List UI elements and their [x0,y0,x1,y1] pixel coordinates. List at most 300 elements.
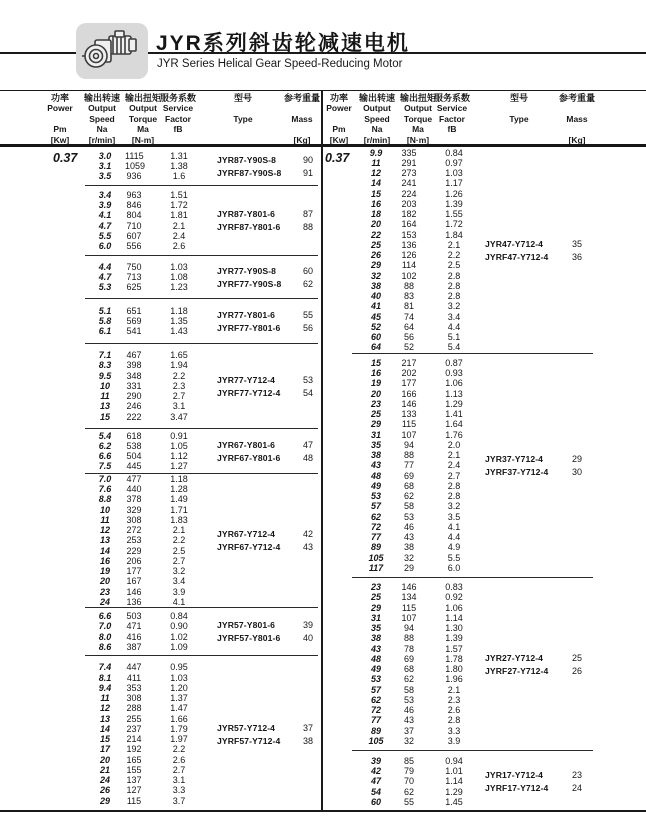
table-row [85,401,318,411]
factor-cell: 1.18 [170,305,188,316]
torque-cell: 127 [126,785,142,796]
speed-cell: 48 [370,470,381,481]
table-row [352,532,593,542]
header-line: Pm [53,124,67,135]
table-row [85,796,318,806]
speed-cell: 43 [370,460,381,471]
factor-cell: 1.20 [170,682,188,693]
speed-cell: 38 [370,280,381,291]
speed-cell: 15 [370,357,381,368]
table-top-border [0,90,646,91]
speed-cell: 9.4 [98,682,112,693]
torque-cell: 538 [126,440,142,451]
factor-cell: 3.7 [172,795,186,806]
speed-cell: 24 [99,596,110,607]
torque-cell: 29 [403,562,414,573]
type-mass-block [217,153,313,179]
torque-cell: 88 [403,280,414,291]
header-line: [Kw] [329,134,349,145]
factor-cell: 3.9 [172,586,186,597]
torque-cell: 146 [401,582,417,592]
speed-cell: 77 [370,715,381,726]
speed-cell: 43 [370,643,381,654]
torque-cell: 153 [401,229,417,240]
speed-cell: 3.9 [98,200,112,210]
mass-value: 62 [302,278,313,289]
factor-cell: 1.39 [445,633,463,644]
speed-cell: 29 [99,795,110,806]
factor-cell: 1.71 [170,504,188,515]
header-line: Type [509,113,529,124]
torque-cell: 177 [126,566,142,577]
speed-cell: 54 [370,786,381,797]
factor-cell: 1.80 [445,664,463,674]
factor-cell: 0.90 [170,621,188,632]
mass-value: 54 [302,387,313,398]
type-mass-block [217,264,313,290]
torque-cell: 167 [126,576,142,587]
header-line: Output [363,103,391,114]
factor-cell: 0.83 [445,582,463,592]
header-line: 功率 [50,93,69,103]
header-line: Factor [439,113,465,124]
table-row [352,178,593,188]
torque-cell: 467 [126,350,142,361]
speed-cell: 5.4 [98,430,112,441]
table-row [85,241,318,251]
speed-cell: 117 [368,562,384,573]
header-line: Mass [291,113,313,124]
table-row [352,430,593,440]
speed-cell: 7.1 [98,350,112,361]
type-mass-line [217,734,313,747]
mass-value: 91 [302,167,313,178]
factor-cell: 2.7 [172,764,186,775]
factor-cell: 1.49 [170,494,188,505]
header-line: Power [326,103,352,114]
factor-cell: 1.09 [170,641,188,652]
header-cell-factor [414,93,490,145]
torque-cell: 237 [126,723,142,734]
mass-value: 29 [571,454,582,464]
factor-cell: 2.7 [172,555,186,566]
speed-cell: 62 [370,694,381,705]
header-line [539,103,615,113]
type-mass-block [485,769,582,795]
torque-cell: 107 [401,429,417,440]
mass-value: 55 [302,309,313,320]
mass-value: 35 [571,238,582,249]
rating-group [85,147,318,185]
speed-cell: 25 [370,409,381,420]
logo-box [76,23,148,79]
factor-cell: 1.29 [445,786,463,797]
speed-cell: 12 [99,525,110,536]
speed-cell: 77 [370,532,381,543]
header-line: [Kg] [293,134,311,145]
speed-cell: 15 [99,411,110,422]
factor-cell: 1.41 [445,409,463,420]
torque-cell: 74 [403,311,414,322]
torque-cell: 85 [403,755,414,766]
speed-cell: 14 [370,178,381,189]
type-mass-block [485,651,582,677]
speed-cell: 4.1 [98,210,112,221]
table-row [352,342,593,352]
type-label: JYRF27-Y712-4 [485,665,549,676]
type-mass-line [217,166,313,179]
table-row [352,756,593,766]
table-row [352,726,593,736]
type-mass-line [485,769,582,782]
type-mass-block [217,619,313,645]
torque-cell: 107 [401,612,417,623]
factor-cell: 0.94 [445,755,463,766]
type-mass-block [485,237,582,263]
header-line: [r/min] [363,134,391,145]
factor-cell: 1.76 [445,429,463,440]
factor-cell: 1.12 [170,451,188,461]
header-line: Power [47,103,73,114]
speed-cell: 38 [370,450,381,461]
torque-cell: 32 [403,552,414,563]
factor-cell: 1.72 [170,200,188,210]
table-row [352,199,593,209]
table-row [352,409,593,419]
factor-cell: 1.66 [170,713,188,724]
table-row [352,491,593,501]
type-mass-block [217,528,313,554]
torque-cell: 335 [401,147,417,158]
type-mass-line [217,721,313,734]
torque-cell: 133 [401,409,417,420]
type-mass-line [217,308,313,321]
factor-cell: 2.2 [172,535,186,546]
mass-value: 42 [302,529,313,539]
speed-cell: 42 [370,766,381,777]
page-title: JYR系列斜齿轮减速电机 [156,32,410,55]
torque-cell: 411 [126,672,142,683]
speed-cell: 8.0 [98,631,112,642]
table-row [352,797,593,807]
torque-cell: 203 [401,198,417,209]
speed-cell: 6.6 [98,611,112,621]
rating-groups [352,147,593,812]
speed-cell: 7.0 [98,473,112,484]
table-row [352,440,593,450]
factor-cell: 1.78 [445,653,463,664]
factor-cell: 1.05 [170,440,188,451]
torque-cell: 78 [403,643,414,654]
type-mass-block [217,373,313,399]
speed-cell: 26 [370,250,381,260]
speed-cell: 38 [370,633,381,644]
speed-cell: 6.6 [98,451,112,461]
mass-value: 47 [302,439,313,450]
table-row [85,505,318,515]
header-line: 型号 [233,93,252,103]
type-mass-block [217,208,313,234]
torque-cell: 804 [126,210,142,221]
torque-cell: 62 [403,491,414,502]
torque-cell: 288 [126,703,142,714]
header-line: Na [96,124,108,135]
header-line: Speed [364,113,390,124]
table-row [352,189,593,199]
speed-cell: 64 [370,342,381,353]
table-row [85,566,318,576]
factor-cell: 1.06 [445,378,463,389]
type-label: JYR37-Y712-4 [485,454,544,464]
mass-value: 25 [571,652,582,663]
type-label: JYR77-Y90S-8 [217,265,277,276]
header-line: fB [173,124,183,135]
torque-cell: 710 [126,220,142,231]
rating-group [85,428,318,473]
speed-cell: 24 [99,775,110,785]
header-line: Torque [403,113,433,124]
speed-cell: 20 [99,576,110,587]
torque-cell: 241 [401,178,417,189]
speed-cell: 6.0 [98,241,112,251]
mass-value: 36 [571,251,582,262]
torque-cell: 69 [403,653,414,664]
mass-value: 40 [302,633,313,643]
factor-cell: 2.6 [172,754,186,765]
type-mass-block [485,453,582,479]
torque-cell: 503 [126,611,142,621]
table-row [352,736,593,746]
type-mass-line [217,438,313,451]
table-row [352,705,593,715]
factor-cell: 5.4 [447,342,461,353]
factor-cell: 1.57 [445,643,463,654]
mass-value: 90 [302,154,313,165]
table-row [85,693,318,703]
rating-group [85,655,318,812]
speed-cell: 41 [370,301,381,312]
factor-cell: 0.92 [445,592,463,603]
speed-cell: 8.8 [98,494,112,505]
type-mass-line [217,541,313,554]
table-row [85,494,318,504]
factor-cell: 2.7 [172,391,186,402]
speed-cell: 7.5 [98,461,112,472]
table-row [85,412,318,422]
torque-cell: 146 [126,586,142,597]
factor-cell: 6.0 [447,562,461,573]
factor-cell: 0.84 [170,611,188,621]
table-row [85,662,318,672]
header-line: 功率 [329,93,348,103]
torque-cell: 331 [126,380,142,391]
header-line: Output [404,103,432,114]
table-row [85,190,318,200]
torque-cell: 79 [403,766,414,777]
factor-cell: 0.95 [170,662,188,673]
type-label: JYR17-Y712-4 [485,770,544,780]
torque-cell: 206 [126,555,142,566]
rating-group [85,255,318,298]
speed-cell: 9.9 [369,147,383,158]
speed-cell: 16 [99,555,110,566]
mass-value: 24 [571,783,582,793]
torque-cell: 182 [401,209,417,219]
speed-cell: 4.7 [98,271,112,282]
torque-cell: 477 [126,473,142,484]
rating-group [352,353,593,577]
type-mass-line [485,651,582,664]
rating-group [85,298,318,343]
table-row [352,553,593,563]
factor-cell: 2.1 [172,220,186,231]
speed-cell: 15 [99,734,110,744]
type-mass-line [217,221,313,234]
mass-value: 26 [571,665,582,676]
torque-cell: 136 [401,239,417,250]
type-mass-line [217,208,313,221]
torque-cell: 713 [126,271,142,282]
factor-cell: 2.3 [172,380,186,391]
type-label: JYRF57-Y712-4 [217,735,281,746]
table-row [352,419,593,429]
table-row [352,695,593,705]
factor-cell: 1.64 [445,419,463,430]
torque-cell: 963 [126,189,142,200]
torque-cell: 136 [126,596,142,607]
factor-cell: 0.84 [445,147,463,158]
factor-cell: 1.14 [445,776,463,787]
factor-cell: 1.02 [170,631,188,642]
speed-cell: 14 [99,723,110,734]
speed-cell: 3.5 [98,171,112,182]
table-row [352,633,593,643]
gear-motor-icon [82,28,142,74]
speed-cell: 5.3 [98,282,112,293]
torque-cell: 62 [403,786,414,797]
factor-cell: 1.6 [172,171,186,182]
page-subtitle: JYR Series Helical Gear Speed-Reducing Motor [157,58,403,70]
table-row [352,563,593,573]
speed-cell: 45 [370,311,381,322]
torque-cell: 398 [126,360,142,371]
type-mass-line [217,386,313,399]
type-mass-line [217,632,313,645]
factor-cell: 3.2 [172,566,186,577]
type-mass-line [485,664,582,677]
table-row [85,474,318,484]
factor-cell: 2.4 [447,460,461,471]
factor-cell: 0.87 [445,357,463,368]
torque-cell: 53 [403,694,414,705]
speed-cell: 10 [99,380,110,391]
speed-cell: 19 [370,378,381,389]
factor-cell: 1.38 [170,160,188,171]
factor-cell: 1.43 [170,326,188,337]
torque-cell: 164 [401,219,417,230]
table-row [352,378,593,388]
factor-cell: 2.1 [447,239,461,250]
factor-cell: 1.37 [170,693,188,703]
factor-cell: 3.2 [447,301,461,312]
speed-cell: 105 [368,735,384,746]
header-line: [Kg] [568,134,586,145]
speed-cell: 16 [370,368,381,379]
rating-group [352,577,593,750]
torque-cell: 329 [126,504,142,515]
factor-cell: 2.8 [447,715,461,726]
factor-cell: 2.8 [447,270,461,281]
torque-cell: 94 [403,623,414,633]
rating-group [352,147,593,353]
type-label: JYRF57-Y801-6 [217,633,281,643]
type-label: JYRF17-Y712-4 [485,783,549,793]
table-row [352,291,593,301]
header-line: Ma [412,124,424,135]
torque-cell: 936 [126,171,142,182]
power-value: 0.37 [53,151,78,165]
speed-cell: 11 [100,391,110,402]
table-row [85,484,318,494]
speed-cell: 105 [368,552,384,563]
factor-cell: 1.55 [445,209,463,219]
speed-cell: 5.5 [98,230,112,241]
torque-cell: 607 [126,230,142,241]
speed-cell: 23 [99,586,110,597]
speed-cell: 8.1 [98,672,112,683]
factor-cell: 1.06 [445,602,463,613]
table-row [352,322,593,332]
table-row [352,168,593,178]
torque-cell: 70 [403,776,414,787]
factor-cell: 2.2 [172,744,186,755]
speed-cell: 60 [370,332,381,342]
torque-cell: 308 [126,693,142,703]
speed-cell: 17 [99,744,110,755]
factor-cell: 1.03 [170,672,188,683]
torque-cell: 440 [126,484,142,495]
torque-cell: 217 [401,357,417,368]
table-row [352,358,593,368]
torque-cell: 52 [403,342,414,353]
torque-cell: 1115 [125,150,144,161]
factor-cell: 2.6 [447,705,461,715]
factor-cell: 1.84 [445,229,463,240]
type-label: JYRF77-Y801-6 [217,322,281,333]
torque-cell: 272 [126,525,142,536]
factor-cell: 1.94 [170,360,188,371]
torque-cell: 177 [401,378,417,389]
rating-group [85,607,318,655]
speed-cell: 25 [370,239,381,250]
header-line [539,124,615,134]
speed-cell: 13 [99,401,110,412]
speed-cell: 21 [99,764,110,775]
type-label: JYR27-Y712-4 [485,652,544,663]
mass-value: 60 [302,265,313,276]
speed-cell: 29 [370,260,381,271]
speed-cell: 3.4 [98,189,112,200]
rating-group [85,343,318,428]
mass-value: 88 [302,222,313,232]
mass-value: 38 [302,735,313,746]
torque-cell: 32 [403,735,414,746]
mass-value: 43 [302,542,313,552]
speed-cell: 4.4 [98,261,112,272]
torque-cell: 222 [126,411,142,422]
header-line: [r/min] [88,134,116,145]
factor-cell: 1.23 [170,282,188,293]
